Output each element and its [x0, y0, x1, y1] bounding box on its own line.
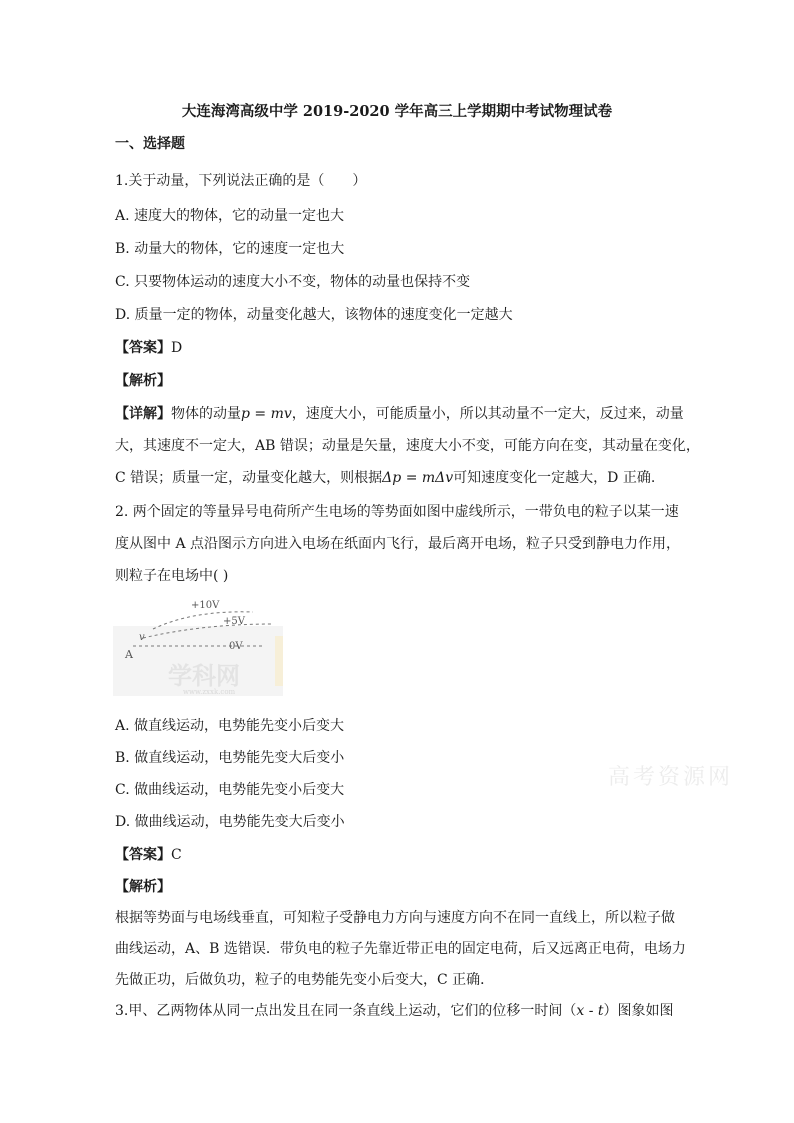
question-1-detail-line-1: [115, 405, 684, 423]
question-1-option-c: C. 只要物体运动的速度大小不变，物体的动量也保持不变: [115, 274, 471, 290]
question-1-option-d: D. 质量一定的物体，动量变化越大，该物体的速度变化一定越大: [115, 307, 513, 323]
question-1-option-a: A. 速度大的物体，它的动量一定也大: [115, 208, 345, 224]
question-2-analysis-line-3: 先做正功，后做负功，粒子的电势能先变小后变大，C 正确．: [115, 972, 495, 988]
answer-value: D: [171, 340, 183, 356]
question-2-option-a: A. 做直线运动，电势能先变小后变大: [115, 718, 345, 734]
answer-tag: 【答案】: [115, 340, 171, 356]
detail-text: 可知速度变化一定越大，D 正确.: [453, 470, 656, 486]
question-1-analysis-tag: 【解析】: [115, 373, 171, 389]
question-2-answer: [115, 846, 182, 864]
figure-watermark: 学科网: [168, 661, 240, 690]
page-title: 大连海湾高级中学 2019-2020 学年高三上学期期中考试物理试卷: [181, 103, 613, 120]
label-5v: +5V: [223, 616, 245, 627]
equipotential-figure: [113, 596, 288, 696]
detail-tag: 【详解】: [115, 406, 171, 422]
question-1-detail-line-3: [115, 469, 655, 487]
answer-tag: 【答案】: [115, 847, 171, 863]
question-2-analysis-tag: 【解析】: [115, 879, 171, 895]
detail-text: ，速度大小，可能质量小，所以其动量不一定大，反过来，动量: [291, 406, 684, 422]
formula-momentum: p = mv: [241, 406, 292, 422]
question-2-analysis-line-2: 曲线运动，A、B 选错误．带负电的粒子先靠近带正电的固定电荷，后又远离正电荷，电场力: [115, 941, 686, 957]
question-2-analysis-line-1: 根据等势面与电场线垂直，可知粒子受静电力方向与速度方向不在同一直线上，所以粒子做: [115, 910, 675, 926]
question-1-option-b: B. 动量大的物体，它的速度一定也大: [115, 241, 345, 257]
figure-watermark-url: www.zxxk.com: [183, 688, 236, 696]
question-2-stem-line-1: 2. 两个固定的等量异号电荷所产生电场的等势面如图中虚线所示，一带负电的粒子以某一速: [115, 504, 679, 520]
question-2-option-d: D. 做曲线运动，电势能先变大后变小: [115, 814, 345, 830]
answer-value: C: [171, 847, 182, 863]
question-2-option-b: B. 做直线运动，电势能先变大后变小: [115, 750, 345, 766]
side-watermark: 高考资源网: [608, 765, 734, 790]
question-1-stem: 1.关于动量，下列说法正确的是（ ）: [115, 173, 367, 189]
question-2-option-c: C. 做曲线运动，电势能先变小后变大: [115, 782, 345, 798]
question-2-stem-line-2: 度从图中 A 点沿图示方向进入电场在纸面内飞行，最后离开电场，粒子只受到静电力作用，: [115, 536, 681, 552]
label-velocity: v: [139, 632, 145, 643]
label-point-a: A: [125, 648, 133, 661]
figure-edge-mark: [275, 636, 283, 686]
detail-text: C 错误；质量一定，动量变化越大，则根据: [115, 470, 383, 486]
question-1-answer: [115, 339, 182, 357]
question-3-stem: [115, 1002, 674, 1020]
formula-impulse: Δp = mΔv: [382, 470, 454, 486]
question-1-detail-line-2: 大，其速度不一定大，AB 错误；动量是矢量，速度大小不变，可能方向在变，其动量在变化，: [115, 438, 700, 454]
question-3-text: 3.甲、乙两物体从同一点出发且在同一条直线上运动，它们的位移一时间（: [115, 1003, 577, 1019]
question-2-stem-line-3: 则粒子在电场中( ): [115, 568, 229, 584]
formula-xt: x - t: [576, 1003, 604, 1019]
question-3-text: ）图象如图: [603, 1003, 674, 1019]
label-0v: 0V: [229, 641, 243, 652]
detail-text: 物体的动量: [171, 406, 241, 422]
section-heading: 一、选择题: [115, 136, 185, 152]
label-10v: +10V: [191, 600, 220, 611]
